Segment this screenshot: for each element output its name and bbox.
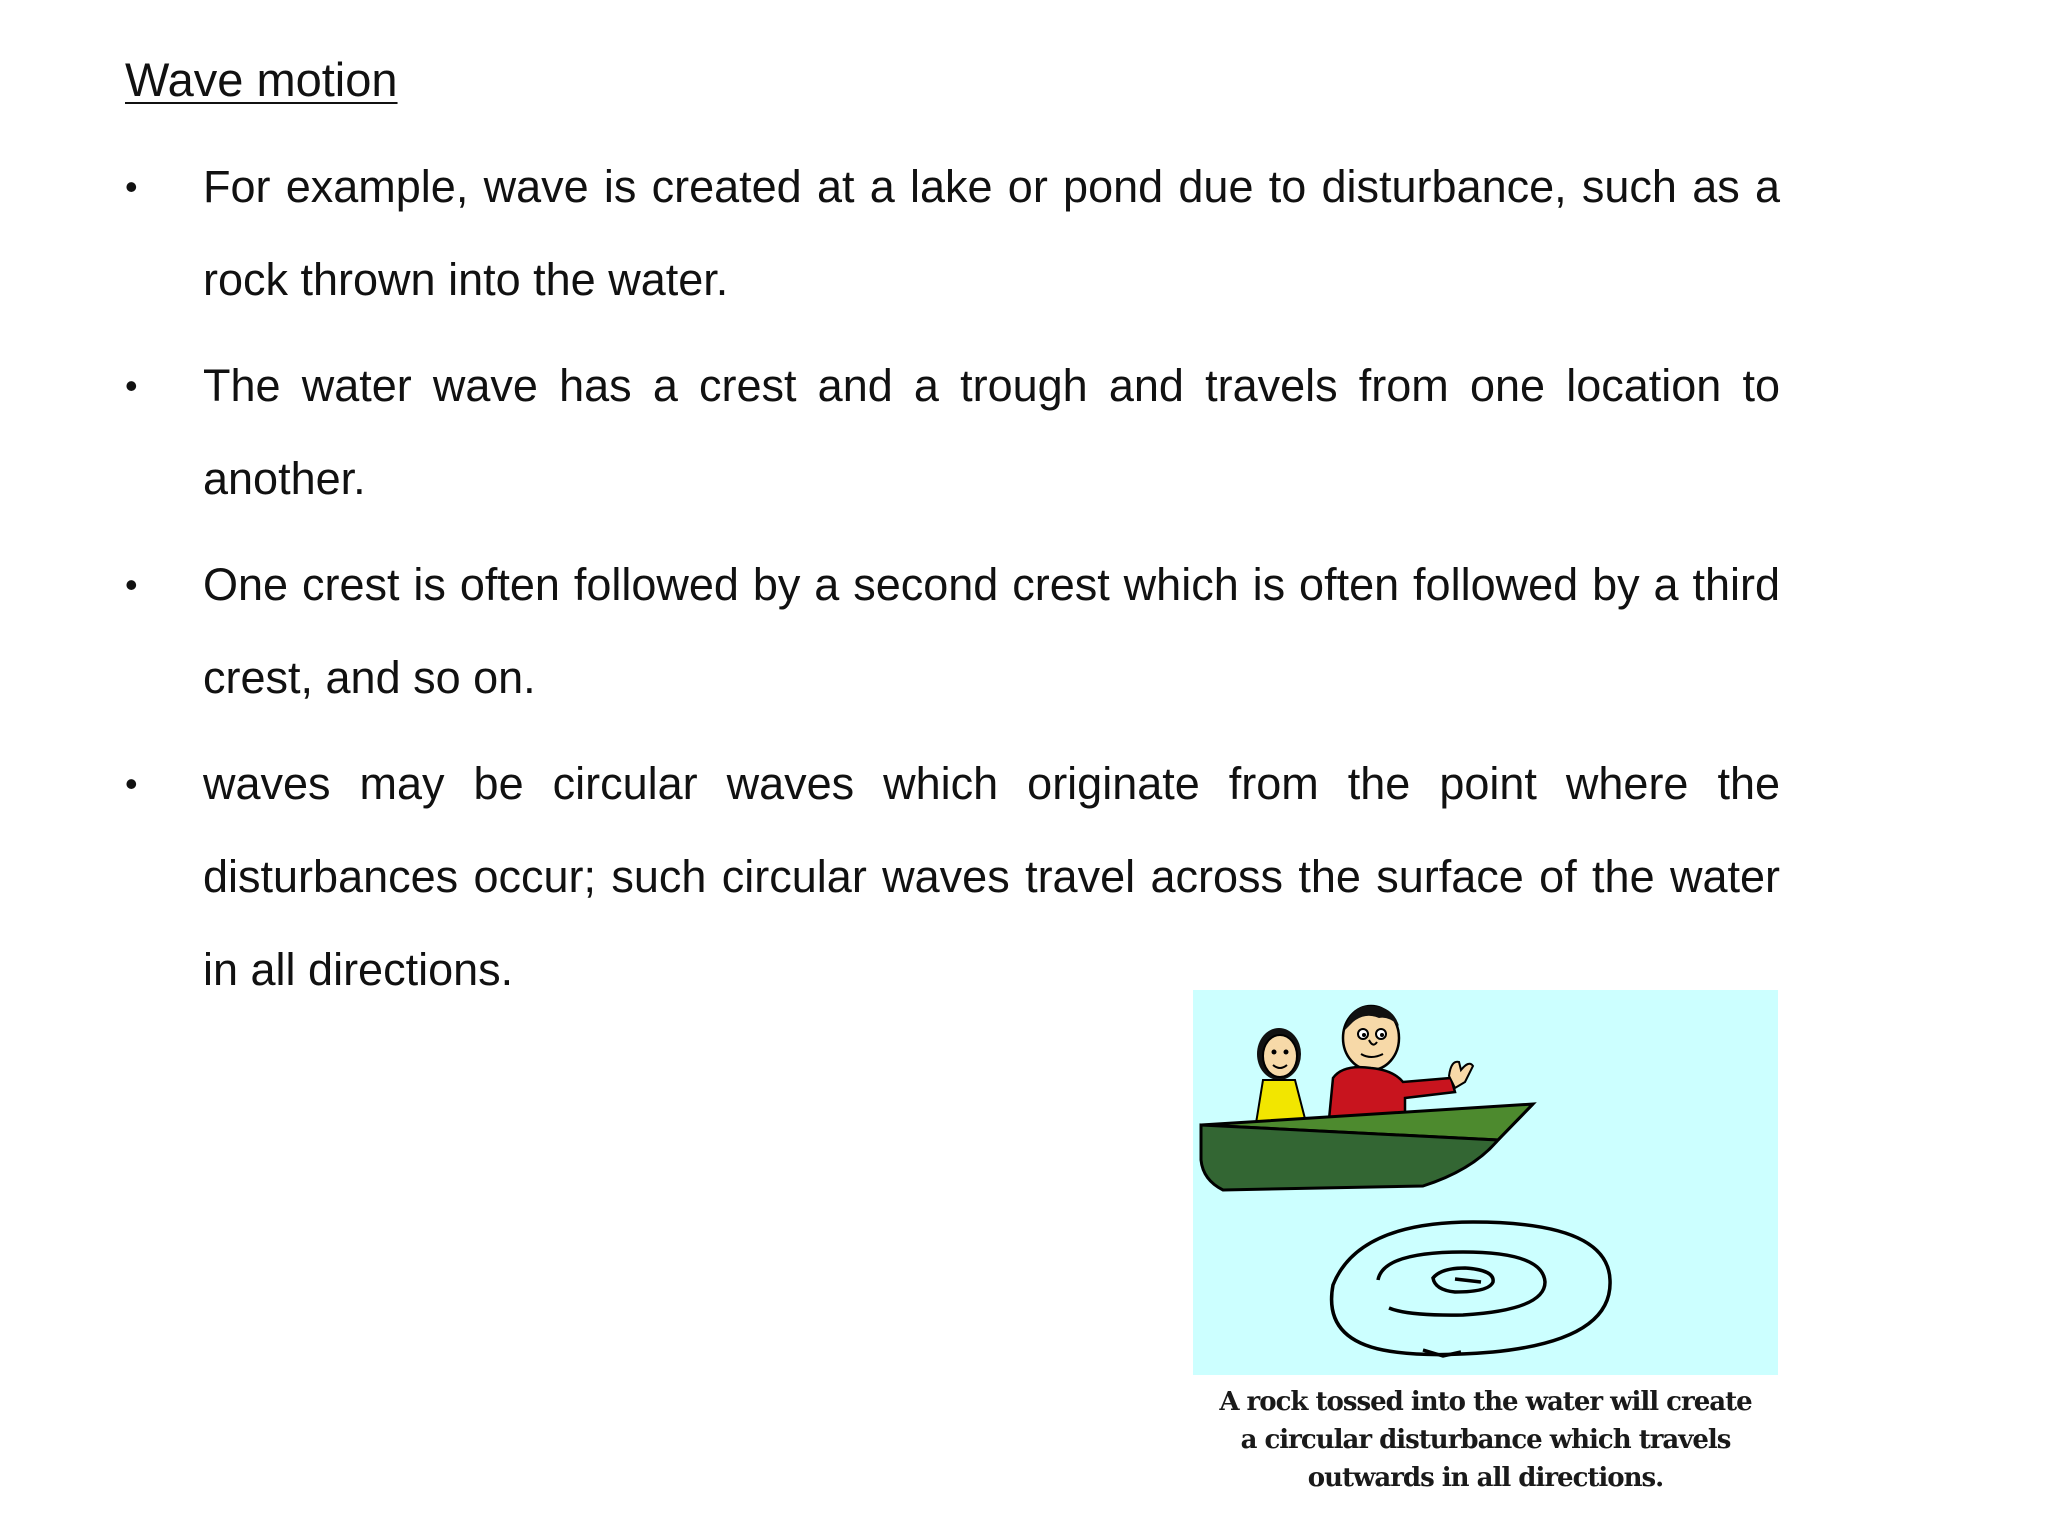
bullet-text: The water wave has a crest and a trough and travels from one location to another.: [203, 360, 1780, 504]
bullet-item: [125, 737, 1780, 1016]
bullet-item: [125, 140, 1780, 326]
bullet-text: For example, wave is created at a lake or pond due to disturbance, such as a rock thrown into the water.: [203, 161, 1780, 305]
bullet-dot: •: [125, 564, 138, 605]
rock-wave-figure: [1193, 990, 1778, 1497]
caption-line: outwards in all directions.: [1307, 1463, 1664, 1493]
bullet-dot: •: [125, 166, 138, 207]
figure-caption: [1193, 1383, 1778, 1497]
bullet-text: waves may be circular waves which originate from the point where the disturbances occur; such circular waves travel across the surface of the water in all directions.: [203, 758, 1780, 995]
bullet-dot: •: [125, 365, 138, 406]
bullet-list: [125, 140, 1780, 1029]
caption-line: a circular disturbance which travels: [1240, 1425, 1731, 1455]
boat-ripple-illustration: [1193, 990, 1778, 1375]
bullet-item: [125, 339, 1780, 525]
caption-line: A rock tossed into the water will create: [1219, 1387, 1752, 1417]
bullet-item: [125, 538, 1780, 724]
bullet-dot: •: [125, 763, 138, 804]
bullet-text: One crest is often followed by a second crest which is often followed by a third crest, and so on.: [203, 559, 1780, 703]
slide-title: Wave motion: [125, 53, 398, 106]
